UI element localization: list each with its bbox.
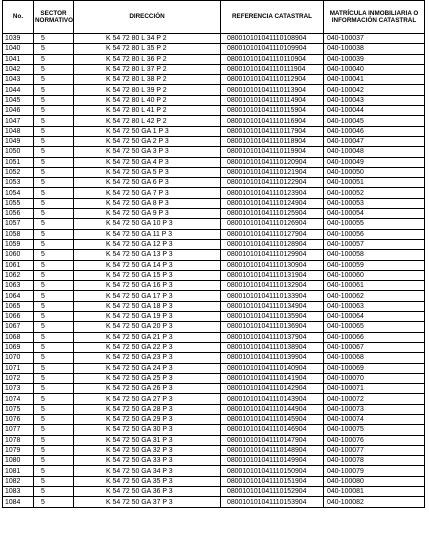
cell-direccion: K 54 72 50 GA 21 P 3: [74, 332, 221, 342]
cell-direccion: K 54 72 80 L 34 P 2: [74, 34, 221, 44]
cell-referencia: 080010101041110127904: [221, 229, 324, 239]
cell-sector: 5: [34, 322, 74, 332]
cell-direccion: K 54 72 50 GA 5 P 3: [74, 167, 221, 177]
cell-referencia: 080010101041110117904: [221, 126, 324, 136]
cell-sector: 5: [34, 95, 74, 105]
cell-matricula: 040-100081: [324, 487, 425, 497]
cell-referencia: 080010101041110145904: [221, 414, 324, 424]
cell-no: 1044: [3, 85, 34, 95]
table-row: [3, 425, 425, 435]
cell-sector: 5: [34, 332, 74, 342]
table-row: [3, 322, 425, 332]
cell-referencia: 080010101041110144904: [221, 404, 324, 414]
cell-direccion: K 54 72 50 GA 3 P 3: [74, 147, 221, 157]
cell-no: 1059: [3, 239, 34, 249]
cell-no: 1064: [3, 291, 34, 301]
table-row: [3, 497, 425, 507]
cell-no: 1082: [3, 476, 34, 486]
table-row: [3, 250, 425, 260]
cell-referencia: 080010101041110124904: [221, 198, 324, 208]
cell-referencia: 080010101041110119904: [221, 147, 324, 157]
cell-direccion: K 54 72 50 GA 2 P 3: [74, 136, 221, 146]
cell-no: 1062: [3, 270, 34, 280]
cell-sector: 5: [34, 291, 74, 301]
table-row: [3, 332, 425, 342]
table-row: [3, 342, 425, 352]
table-row: [3, 239, 425, 249]
cell-sector: 5: [34, 414, 74, 424]
cell-matricula: 040-100072: [324, 394, 425, 404]
cell-referencia: 080010101041110139904: [221, 353, 324, 363]
cell-sector: 5: [34, 435, 74, 445]
cell-sector: 5: [34, 188, 74, 198]
header-no: No.: [3, 1, 34, 34]
cell-sector: 5: [34, 44, 74, 54]
cell-matricula: 040-100063: [324, 301, 425, 311]
cell-sector: 5: [34, 281, 74, 291]
cell-matricula: 040-100066: [324, 332, 425, 342]
cell-sector: 5: [34, 487, 74, 497]
cell-sector: 5: [34, 54, 74, 64]
table-row: [3, 270, 425, 280]
cell-referencia: 080010101041110133904: [221, 291, 324, 301]
cell-no: 1063: [3, 281, 34, 291]
table-header: [3, 1, 425, 34]
cell-referencia: 080010101041110151904: [221, 476, 324, 486]
cell-sector: 5: [34, 260, 74, 270]
cell-direccion: K 54 72 50 GA 25 P 3: [74, 373, 221, 383]
cell-referencia: 080010101041110121904: [221, 167, 324, 177]
cell-matricula: 040-100054: [324, 209, 425, 219]
cell-direccion: K 54 72 50 GA 29 P 3: [74, 414, 221, 424]
cell-no: 1078: [3, 435, 34, 445]
cell-direccion: K 54 72 50 GA 34 P 3: [74, 466, 221, 476]
catastral-table: [2, 0, 425, 508]
cell-matricula: 040-100046: [324, 126, 425, 136]
table-row: [3, 394, 425, 404]
cell-referencia: 080010101041110136904: [221, 322, 324, 332]
cell-sector: 5: [34, 147, 74, 157]
cell-direccion: K 54 72 50 GA 19 P 3: [74, 312, 221, 322]
table-row: [3, 106, 425, 116]
cell-sector: 5: [34, 34, 74, 44]
cell-matricula: 040-100042: [324, 85, 425, 95]
table-row: [3, 75, 425, 85]
table-row: [3, 229, 425, 239]
cell-sector: 5: [34, 64, 74, 74]
cell-no: 1039: [3, 34, 34, 44]
cell-direccion: K 54 72 50 GA 37 P 3: [74, 497, 221, 507]
cell-sector: 5: [34, 229, 74, 239]
table-row: [3, 260, 425, 270]
cell-matricula: 040-100062: [324, 291, 425, 301]
cell-sector: 5: [34, 178, 74, 188]
cell-referencia: 080010101041110141904: [221, 373, 324, 383]
cell-referencia: 080010101041110138904: [221, 342, 324, 352]
cell-direccion: K 54 72 50 GA 32 P 3: [74, 445, 221, 455]
cell-direccion: K 54 72 50 GA 13 P 3: [74, 250, 221, 260]
table-body: [3, 34, 425, 508]
cell-referencia: 080010101041110150904: [221, 466, 324, 476]
cell-no: 1067: [3, 322, 34, 332]
cell-direccion: K 54 72 50 GA 26 P 3: [74, 384, 221, 394]
table-row: [3, 126, 425, 136]
catastral-table-sheet: [2, 0, 424, 508]
cell-matricula: 040-100052: [324, 188, 425, 198]
cell-sector: 5: [34, 301, 74, 311]
cell-matricula: 040-100051: [324, 178, 425, 188]
cell-sector: 5: [34, 445, 74, 455]
cell-no: 1073: [3, 384, 34, 394]
cell-matricula: 040-100067: [324, 342, 425, 352]
cell-direccion: K 54 72 50 GA 35 P 3: [74, 476, 221, 486]
cell-referencia: 080010101041110131904: [221, 270, 324, 280]
cell-referencia: 080010101041110130904: [221, 260, 324, 270]
cell-sector: 5: [34, 312, 74, 322]
cell-referencia: 080010101041110109904: [221, 44, 324, 54]
table-row: [3, 178, 425, 188]
cell-no: 1061: [3, 260, 34, 270]
cell-matricula: 040-100038: [324, 44, 425, 54]
cell-no: 1081: [3, 466, 34, 476]
cell-no: 1057: [3, 219, 34, 229]
cell-matricula: 040-100043: [324, 95, 425, 105]
cell-no: 1083: [3, 487, 34, 497]
cell-matricula: 040-100053: [324, 198, 425, 208]
table-row: [3, 44, 425, 54]
cell-direccion: K 54 72 80 L 41 P 2: [74, 106, 221, 116]
cell-sector: 5: [34, 363, 74, 373]
cell-referencia: 080010101041110113904: [221, 85, 324, 95]
cell-sector: 5: [34, 85, 74, 95]
cell-no: 1049: [3, 136, 34, 146]
cell-no: 1055: [3, 198, 34, 208]
cell-no: 1080: [3, 456, 34, 466]
cell-matricula: 040-100041: [324, 75, 425, 85]
cell-sector: 5: [34, 116, 74, 126]
cell-referencia: 080010101041110153904: [221, 497, 324, 507]
cell-no: 1066: [3, 312, 34, 322]
cell-matricula: 040-100077: [324, 445, 425, 455]
table-row: [3, 116, 425, 126]
cell-no: 1051: [3, 157, 34, 167]
cell-referencia: 080010101041110135904: [221, 312, 324, 322]
table-row: [3, 373, 425, 383]
cell-matricula: 040-100073: [324, 404, 425, 414]
header-referencia: REFERENCIA CATASTRAL: [221, 1, 324, 34]
cell-direccion: K 54 72 80 L 40 P 2: [74, 95, 221, 105]
cell-direccion: K 54 72 80 L 42 P 2: [74, 116, 221, 126]
cell-matricula: 040-100047: [324, 136, 425, 146]
cell-matricula: 040-100070: [324, 373, 425, 383]
cell-sector: 5: [34, 394, 74, 404]
cell-referencia: 080010101041110115904: [221, 106, 324, 116]
cell-no: 1069: [3, 342, 34, 352]
cell-referencia: 080010101041110134904: [221, 301, 324, 311]
cell-sector: 5: [34, 167, 74, 177]
cell-matricula: 040-100045: [324, 116, 425, 126]
table-row: [3, 353, 425, 363]
cell-no: 1070: [3, 353, 34, 363]
cell-no: 1048: [3, 126, 34, 136]
cell-no: 1079: [3, 445, 34, 455]
table-row: [3, 188, 425, 198]
cell-matricula: 040-100079: [324, 466, 425, 476]
cell-sector: 5: [34, 384, 74, 394]
cell-matricula: 040-100056: [324, 229, 425, 239]
table-row: [3, 363, 425, 373]
cell-no: 1046: [3, 106, 34, 116]
cell-sector: 5: [34, 476, 74, 486]
cell-sector: 5: [34, 136, 74, 146]
table-row: [3, 198, 425, 208]
cell-referencia: 080010101041110123904: [221, 188, 324, 198]
cell-sector: 5: [34, 497, 74, 507]
cell-no: 1065: [3, 301, 34, 311]
header-row: [3, 1, 425, 34]
cell-sector: 5: [34, 466, 74, 476]
cell-direccion: K 54 72 50 GA 24 P 3: [74, 363, 221, 373]
cell-referencia: 080010101041110122904: [221, 178, 324, 188]
cell-referencia: 080010101041110147904: [221, 435, 324, 445]
table-row: [3, 157, 425, 167]
cell-referencia: 080010101041110125904: [221, 209, 324, 219]
cell-no: 1041: [3, 54, 34, 64]
cell-matricula: 040-100068: [324, 353, 425, 363]
cell-sector: 5: [34, 209, 74, 219]
cell-direccion: K 54 72 50 GA 20 P 3: [74, 322, 221, 332]
cell-referencia: 080010101041110140904: [221, 363, 324, 373]
cell-matricula: 040-100069: [324, 363, 425, 373]
cell-referencia: 080010101041110112904: [221, 75, 324, 85]
cell-direccion: K 54 72 50 GA 22 P 3: [74, 342, 221, 352]
cell-direccion: K 54 72 50 GA 7 P 3: [74, 188, 221, 198]
cell-sector: 5: [34, 353, 74, 363]
cell-direccion: K 54 72 50 GA 36 P 3: [74, 487, 221, 497]
cell-matricula: 040-100050: [324, 167, 425, 177]
cell-matricula: 040-100039: [324, 54, 425, 64]
cell-matricula: 040-100078: [324, 456, 425, 466]
cell-matricula: 040-100060: [324, 270, 425, 280]
cell-matricula: 040-100048: [324, 147, 425, 157]
table-row: [3, 456, 425, 466]
table-row: [3, 209, 425, 219]
header-sector: SECTOR NORMATIVO: [34, 1, 74, 34]
cell-no: 1058: [3, 229, 34, 239]
table-row: [3, 404, 425, 414]
cell-sector: 5: [34, 250, 74, 260]
cell-referencia: 080010101041110143904: [221, 394, 324, 404]
cell-sector: 5: [34, 456, 74, 466]
cell-referencia: 080010101041110111904: [221, 64, 324, 74]
cell-no: 1071: [3, 363, 34, 373]
cell-sector: 5: [34, 219, 74, 229]
cell-matricula: 040-100059: [324, 260, 425, 270]
table-row: [3, 281, 425, 291]
cell-direccion: K 54 72 50 GA 31 P 3: [74, 435, 221, 445]
cell-direccion: K 54 72 50 GA 23 P 3: [74, 353, 221, 363]
cell-matricula: 040-100040: [324, 64, 425, 74]
cell-direccion: K 54 72 80 L 37 P 2: [74, 64, 221, 74]
cell-sector: 5: [34, 270, 74, 280]
cell-matricula: 040-100082: [324, 497, 425, 507]
cell-no: 1060: [3, 250, 34, 260]
cell-direccion: K 54 72 80 L 39 P 2: [74, 85, 221, 95]
cell-sector: 5: [34, 239, 74, 249]
cell-direccion: K 54 72 50 GA 30 P 3: [74, 425, 221, 435]
cell-referencia: 080010101041110118904: [221, 136, 324, 146]
cell-sector: 5: [34, 75, 74, 85]
cell-matricula: 040-100049: [324, 157, 425, 167]
cell-matricula: 040-100074: [324, 414, 425, 424]
table-row: [3, 54, 425, 64]
table-row: [3, 476, 425, 486]
cell-direccion: K 54 72 50 GA 1 P 3: [74, 126, 221, 136]
cell-matricula: 040-100061: [324, 281, 425, 291]
cell-referencia: 080010101041110128904: [221, 239, 324, 249]
table-row: [3, 435, 425, 445]
table-row: [3, 414, 425, 424]
cell-direccion: K 54 72 50 GA 16 P 3: [74, 281, 221, 291]
cell-sector: 5: [34, 198, 74, 208]
cell-no: 1042: [3, 64, 34, 74]
cell-no: 1068: [3, 332, 34, 342]
cell-no: 1077: [3, 425, 34, 435]
cell-direccion: K 54 72 80 L 35 P 2: [74, 44, 221, 54]
cell-matricula: 040-100075: [324, 425, 425, 435]
cell-no: 1052: [3, 167, 34, 177]
cell-referencia: 080010101041110146904: [221, 425, 324, 435]
table-row: [3, 219, 425, 229]
cell-referencia: 080010101041110148904: [221, 445, 324, 455]
cell-sector: 5: [34, 425, 74, 435]
cell-referencia: 080010101041110137904: [221, 332, 324, 342]
cell-direccion: K 54 72 50 GA 11 P 3: [74, 229, 221, 239]
cell-no: 1072: [3, 373, 34, 383]
cell-sector: 5: [34, 404, 74, 414]
cell-sector: 5: [34, 157, 74, 167]
cell-referencia: 080010101041110108904: [221, 34, 324, 44]
cell-no: 1040: [3, 44, 34, 54]
cell-direccion: K 54 72 50 GA 6 P 3: [74, 178, 221, 188]
header-direccion: DIRECCIÓN: [74, 1, 221, 34]
cell-referencia: 080010101041110132904: [221, 281, 324, 291]
cell-direccion: K 54 72 50 GA 33 P 3: [74, 456, 221, 466]
cell-direccion: K 54 72 50 GA 27 P 3: [74, 394, 221, 404]
table-row: [3, 301, 425, 311]
cell-matricula: 040-100055: [324, 219, 425, 229]
cell-sector: 5: [34, 106, 74, 116]
cell-matricula: 040-100065: [324, 322, 425, 332]
cell-matricula: 040-100071: [324, 384, 425, 394]
cell-matricula: 040-100080: [324, 476, 425, 486]
cell-referencia: 080010101041110142904: [221, 384, 324, 394]
cell-direccion: K 54 72 50 GA 15 P 3: [74, 270, 221, 280]
cell-direccion: K 54 72 80 L 38 P 2: [74, 75, 221, 85]
cell-direccion: K 54 72 50 GA 12 P 3: [74, 239, 221, 249]
cell-direccion: K 54 72 50 GA 18 P 3: [74, 301, 221, 311]
table-row: [3, 147, 425, 157]
cell-matricula: 040-100044: [324, 106, 425, 116]
cell-no: 1054: [3, 188, 34, 198]
cell-no: 1076: [3, 414, 34, 424]
cell-matricula: 040-100064: [324, 312, 425, 322]
cell-direccion: K 54 72 80 L 36 P 2: [74, 54, 221, 64]
cell-direccion: K 54 72 50 GA 10 P 3: [74, 219, 221, 229]
cell-referencia: 080010101041110152904: [221, 487, 324, 497]
table-row: [3, 487, 425, 497]
cell-referencia: 080010101041110149904: [221, 456, 324, 466]
cell-no: 1074: [3, 394, 34, 404]
cell-sector: 5: [34, 373, 74, 383]
cell-matricula: 040-100058: [324, 250, 425, 260]
cell-no: 1047: [3, 116, 34, 126]
cell-matricula: 040-100076: [324, 435, 425, 445]
cell-no: 1050: [3, 147, 34, 157]
cell-referencia: 080010101041110110904: [221, 54, 324, 64]
cell-referencia: 080010101041110120904: [221, 157, 324, 167]
table-row: [3, 167, 425, 177]
cell-no: 1075: [3, 404, 34, 414]
table-row: [3, 445, 425, 455]
cell-matricula: 040-100057: [324, 239, 425, 249]
cell-direccion: K 54 72 50 GA 28 P 3: [74, 404, 221, 414]
cell-no: 1056: [3, 209, 34, 219]
table-row: [3, 85, 425, 95]
header-matricula: MATRÍCULA INMOBILIARIA O INFORMACIÓN CATASTRAL: [324, 1, 425, 34]
table-row: [3, 95, 425, 105]
table-row: [3, 34, 425, 44]
cell-no: 1084: [3, 497, 34, 507]
table-row: [3, 312, 425, 322]
cell-no: 1053: [3, 178, 34, 188]
cell-referencia: 080010101041110114904: [221, 95, 324, 105]
cell-referencia: 080010101041110126904: [221, 219, 324, 229]
cell-direccion: K 54 72 50 GA 8 P 3: [74, 198, 221, 208]
cell-direccion: K 54 72 50 GA 4 P 3: [74, 157, 221, 167]
table-row: [3, 291, 425, 301]
table-row: [3, 136, 425, 146]
cell-sector: 5: [34, 126, 74, 136]
cell-sector: 5: [34, 342, 74, 352]
table-row: [3, 64, 425, 74]
table-row: [3, 466, 425, 476]
cell-referencia: 080010101041110129904: [221, 250, 324, 260]
cell-matricula: 040-100037: [324, 34, 425, 44]
table-row: [3, 384, 425, 394]
cell-direccion: K 54 72 50 GA 9 P 3: [74, 209, 221, 219]
cell-no: 1045: [3, 95, 34, 105]
cell-direccion: K 54 72 50 GA 17 P 3: [74, 291, 221, 301]
cell-no: 1043: [3, 75, 34, 85]
cell-direccion: K 54 72 50 GA 14 P 3: [74, 260, 221, 270]
cell-referencia: 080010101041110116904: [221, 116, 324, 126]
